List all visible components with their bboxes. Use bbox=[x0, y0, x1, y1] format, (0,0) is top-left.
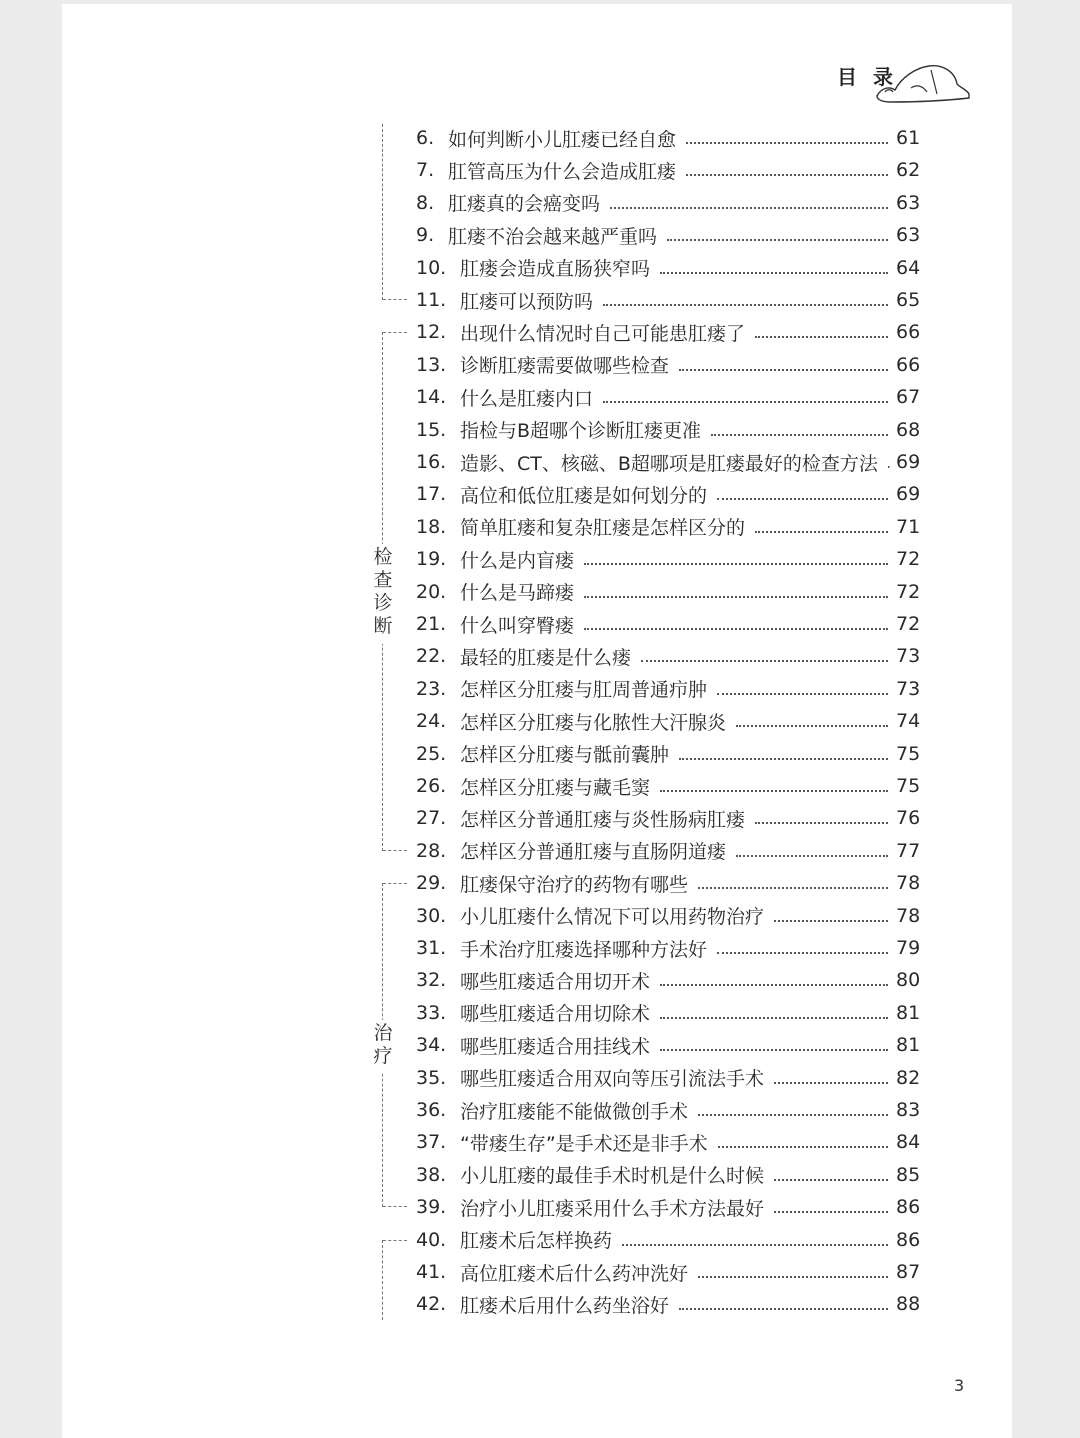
toc-entry bbox=[416, 1094, 920, 1126]
toc-leader-dots bbox=[660, 1015, 888, 1019]
toc-entry-title: 肛瘘会造成直肠狭窄吗 bbox=[460, 258, 651, 281]
toc-entry-number: 16. bbox=[416, 451, 447, 473]
toc-entry-number: 8. bbox=[416, 191, 435, 214]
toc-entry-number: 29. bbox=[416, 872, 447, 895]
toc-entry bbox=[416, 187, 920, 219]
toc-entry-title: 怎样区分肛瘘与骶前囊肿 bbox=[460, 744, 670, 767]
toc-leader-dots bbox=[622, 1242, 888, 1246]
toc-entry bbox=[416, 640, 920, 672]
toc-leader-dots bbox=[718, 1144, 888, 1148]
toc-entry-number: 34. bbox=[416, 1034, 447, 1057]
toc-entry-number: 31. bbox=[416, 937, 447, 959]
toc-entry-number: 33. bbox=[416, 1001, 447, 1024]
toc-entry-title: 治疗小儿肛瘘采用什么手术方法最好 bbox=[460, 1197, 765, 1220]
toc-entry bbox=[416, 1224, 920, 1256]
toc-entry-number: 42. bbox=[416, 1293, 447, 1316]
toc-entry-page: 78 bbox=[896, 904, 921, 927]
toc-entry bbox=[416, 705, 920, 737]
toc-entry bbox=[416, 802, 920, 834]
toc-entry bbox=[416, 478, 920, 510]
sleeping-figure-icon bbox=[871, 58, 971, 110]
toc-entry-title: 什么是马蹄瘘 bbox=[460, 582, 575, 605]
toc-leader-dots bbox=[774, 1177, 888, 1181]
toc-leader-dots bbox=[660, 270, 888, 274]
toc-entry-title: 肛瘘术后怎样换药 bbox=[460, 1230, 613, 1253]
toc-leader-dots bbox=[679, 367, 888, 371]
toc-leader-dots bbox=[603, 399, 888, 403]
toc-entry-number: 35. bbox=[416, 1066, 447, 1089]
section-label: 治疗 bbox=[371, 1020, 395, 1074]
toc-entry bbox=[416, 252, 920, 284]
toc-entry bbox=[416, 1191, 920, 1223]
toc-entry-title: 什么叫穿臀瘘 bbox=[460, 614, 575, 637]
section-bracket bbox=[382, 124, 407, 300]
toc-entry-title: 肛瘘术后用什么药坐浴好 bbox=[460, 1294, 670, 1317]
toc-entry-page: 79 bbox=[896, 937, 921, 959]
toc-leader-dots bbox=[717, 691, 888, 695]
toc-entry-title: 简单肛瘘和复杂肛瘘是怎样区分的 bbox=[460, 517, 746, 540]
toc-leader-dots bbox=[736, 853, 888, 857]
toc-entry-title: 高位和低位肛瘘是如何划分的 bbox=[460, 484, 708, 507]
toc-entry-number: 37. bbox=[416, 1131, 447, 1154]
toc-entry-page: 69 bbox=[896, 483, 921, 506]
toc-entry bbox=[416, 349, 920, 381]
toc-entry-page: 68 bbox=[896, 418, 921, 441]
toc-entry-page: 77 bbox=[896, 839, 921, 862]
toc-leader-dots bbox=[774, 918, 888, 922]
toc-entry-page: 75 bbox=[896, 775, 921, 797]
toc-entry-title: 肛管高压为什么会造成肛瘘 bbox=[448, 160, 677, 183]
toc-entry-title: 哪些肛瘘适合用切除术 bbox=[460, 1003, 651, 1026]
toc-entry-number: 14. bbox=[416, 386, 447, 409]
toc-leader-dots bbox=[755, 529, 888, 533]
toc-entry bbox=[416, 738, 920, 770]
toc-entry-title: 诊断肛瘘需要做哪些检查 bbox=[460, 355, 670, 378]
toc-entry-number: 7. bbox=[416, 159, 435, 182]
toc-entry-title: 肛瘘可以预防吗 bbox=[460, 290, 594, 313]
toc-entry-title: 最轻的肛瘘是什么瘘 bbox=[460, 646, 632, 669]
toc-entry-number: 10. bbox=[416, 256, 447, 279]
toc-entry-page: 62 bbox=[896, 159, 921, 182]
toc-entry-number: 22. bbox=[416, 645, 447, 668]
toc-entry-number: 24. bbox=[416, 710, 447, 733]
toc-leader-dots bbox=[698, 885, 888, 889]
toc-entry-page: 71 bbox=[896, 515, 921, 538]
toc-entry-page: 61 bbox=[896, 127, 921, 149]
toc-entry bbox=[416, 122, 920, 154]
toc-entry-number: 28. bbox=[416, 839, 447, 862]
toc-entry-page: 80 bbox=[896, 969, 921, 992]
toc-entry-title: 小儿肛瘘的最佳手术时机是什么时候 bbox=[460, 1165, 765, 1188]
toc-entry bbox=[416, 997, 920, 1029]
toc-entry-number: 20. bbox=[416, 580, 447, 603]
toc-entry-number: 36. bbox=[416, 1099, 447, 1121]
toc-entry-title: 手术治疗肛瘘选择哪种方法好 bbox=[460, 938, 708, 961]
toc-entry-title: 如何判断小儿肛瘘已经自愈 bbox=[448, 128, 677, 151]
toc-entry-number: 12. bbox=[416, 321, 447, 344]
toc-entry-page: 74 bbox=[896, 710, 921, 733]
toc-leader-dots bbox=[667, 237, 888, 241]
toc-entry-number: 9. bbox=[416, 224, 435, 247]
toc-leader-dots bbox=[679, 1306, 888, 1310]
toc-entry-title: 哪些肛瘘适合用双向等压引流法手术 bbox=[460, 1068, 765, 1091]
toc-entry-title: 指检与B超哪个诊断肛瘘更准 bbox=[460, 420, 702, 443]
toc-entry bbox=[416, 867, 920, 899]
toc-entry-title: 怎样区分肛瘘与藏毛窦 bbox=[460, 776, 651, 799]
toc-entry bbox=[416, 381, 920, 413]
toc-entry-number: 25. bbox=[416, 742, 447, 765]
toc-entry-page: 64 bbox=[896, 256, 921, 279]
toc-entry bbox=[416, 1288, 920, 1320]
page-number: 3 bbox=[954, 1376, 965, 1395]
toc-entry-page: 63 bbox=[896, 191, 921, 214]
toc-entry-number: 6. bbox=[416, 127, 435, 149]
toc-entry bbox=[416, 576, 920, 608]
toc-leader-dots bbox=[679, 756, 888, 760]
toc-entry-title: 肛瘘不治会越来越严重吗 bbox=[448, 225, 658, 248]
toc-entry-number: 13. bbox=[416, 353, 447, 376]
toc-entry bbox=[416, 1029, 920, 1061]
toc-entry-title: 出现什么情况时自己可能患肛瘘了 bbox=[460, 322, 746, 345]
toc-entry-title: 怎样区分普通肛瘘与炎性肠病肛瘘 bbox=[460, 808, 746, 831]
page-header bbox=[837, 58, 977, 108]
toc-entry-page: 67 bbox=[896, 386, 921, 409]
toc-entry-page: 85 bbox=[896, 1163, 921, 1186]
toc-entry-page: 69 bbox=[896, 451, 921, 473]
section-bracket bbox=[382, 1240, 407, 1320]
toc-entry-page: 73 bbox=[896, 645, 921, 668]
toc-entry-number: 15. bbox=[416, 418, 447, 441]
toc-entry bbox=[416, 900, 920, 932]
toc-entry-title: 怎样区分普通肛瘘与直肠阴道瘘 bbox=[460, 841, 727, 864]
toc-entry-title: 什么是内盲瘘 bbox=[460, 549, 575, 572]
toc-entry-page: 78 bbox=[896, 872, 921, 895]
toc-leader-dots bbox=[711, 432, 888, 436]
toc-entry-number: 17. bbox=[416, 483, 447, 506]
toc-entry-page: 65 bbox=[896, 289, 921, 311]
toc-entry-title: “带瘘生存”是手术还是非手术 bbox=[460, 1132, 708, 1155]
toc-entry-title: 哪些肛瘘适合用挂线术 bbox=[460, 1035, 651, 1058]
toc-leader-dots bbox=[774, 1080, 888, 1084]
toc-leader-dots bbox=[660, 1047, 888, 1051]
toc-leader-dots bbox=[603, 302, 888, 306]
toc-entry-number: 39. bbox=[416, 1196, 447, 1219]
toc-leader-dots bbox=[717, 950, 888, 954]
toc-entry-page: 72 bbox=[896, 548, 921, 571]
toc-entry-page: 84 bbox=[896, 1131, 921, 1154]
toc-entry bbox=[416, 770, 920, 802]
toc-entry-number: 26. bbox=[416, 775, 447, 797]
toc-leader-dots bbox=[736, 723, 888, 727]
toc-entry-title: 造影、CT、核磁、B超哪项是肛瘘最好的检查方法 bbox=[460, 452, 878, 475]
toc-entry-title: 哪些肛瘘适合用切开术 bbox=[460, 970, 651, 993]
toc-entry bbox=[416, 1159, 920, 1191]
toc-entry bbox=[416, 284, 920, 316]
toc-leader-dots bbox=[686, 140, 888, 144]
toc-entry-number: 32. bbox=[416, 969, 447, 992]
toc-entry bbox=[416, 673, 920, 705]
page-title: 目录 bbox=[837, 65, 909, 89]
toc-entry-page: 81 bbox=[896, 1001, 921, 1024]
toc-entry-page: 63 bbox=[896, 224, 921, 247]
toc-entry-page: 75 bbox=[896, 742, 921, 765]
toc-entry-number: 11. bbox=[416, 289, 447, 311]
toc-entry bbox=[416, 446, 920, 478]
toc-entry bbox=[416, 1126, 920, 1158]
toc-entry-number: 21. bbox=[416, 613, 447, 635]
toc-entry bbox=[416, 1256, 920, 1288]
toc-entry-number: 40. bbox=[416, 1228, 447, 1251]
toc-entry-page: 86 bbox=[896, 1196, 921, 1219]
toc-leader-dots bbox=[755, 820, 888, 824]
toc-entry bbox=[416, 1062, 920, 1094]
toc-leader-dots bbox=[698, 1274, 888, 1278]
toc-entry-number: 38. bbox=[416, 1163, 447, 1186]
toc-entry-title: 什么是肛瘘内口 bbox=[460, 387, 594, 410]
toc-leader-dots bbox=[584, 561, 888, 565]
toc-leader-dots bbox=[755, 334, 888, 338]
toc-leader-dots bbox=[584, 626, 888, 630]
toc-entry-title: 怎样区分肛瘘与肛周普通疖肿 bbox=[460, 679, 708, 702]
toc-leader-dots bbox=[774, 1209, 888, 1213]
toc-entry bbox=[416, 608, 920, 640]
toc-leader-dots bbox=[698, 1112, 888, 1116]
toc-entry bbox=[416, 154, 920, 186]
toc-entry-title: 治疗肛瘘能不能做微创手术 bbox=[460, 1100, 689, 1123]
toc-entry bbox=[416, 414, 920, 446]
toc-entry-page: 76 bbox=[896, 807, 921, 830]
toc-leader-dots bbox=[610, 205, 888, 209]
section-label: 检查诊断 bbox=[371, 544, 395, 644]
toc-leader-dots bbox=[660, 982, 888, 986]
toc-leader-dots bbox=[660, 788, 888, 792]
toc-entry-number: 19. bbox=[416, 548, 447, 571]
toc-entry-number: 30. bbox=[416, 904, 447, 927]
toc-entry-number: 18. bbox=[416, 515, 447, 538]
toc-entry-page: 73 bbox=[896, 677, 921, 700]
toc-entry-title: 肛瘘保守治疗的药物有哪些 bbox=[460, 873, 689, 896]
toc-entry bbox=[416, 932, 920, 964]
toc-entry-number: 41. bbox=[416, 1261, 447, 1283]
toc-entry-title: 肛瘘真的会癌变吗 bbox=[448, 193, 601, 216]
toc-entry-title: 小儿肛瘘什么情况下可以用药物治疗 bbox=[460, 906, 765, 929]
toc-entry-number: 27. bbox=[416, 807, 447, 830]
toc-leader-dots bbox=[641, 658, 888, 662]
toc-entry bbox=[416, 316, 920, 348]
toc-leader-dots bbox=[717, 496, 888, 500]
toc-entry-number: 23. bbox=[416, 677, 447, 700]
toc-entry-page: 72 bbox=[896, 613, 921, 635]
toc-entry bbox=[416, 543, 920, 575]
toc-entry bbox=[416, 835, 920, 867]
toc-entry bbox=[416, 219, 920, 251]
toc-entry-page: 83 bbox=[896, 1099, 921, 1121]
toc-entry-page: 88 bbox=[896, 1293, 921, 1316]
toc-leader-dots bbox=[584, 594, 888, 598]
toc-entry-page: 72 bbox=[896, 580, 921, 603]
toc-entry-title: 怎样区分肛瘘与化脓性大汗腺炎 bbox=[460, 711, 727, 734]
toc-entry-page: 86 bbox=[896, 1228, 921, 1251]
toc-entry-page: 66 bbox=[896, 353, 921, 376]
toc-entry-title: 高位肛瘘术后什么药冲洗好 bbox=[460, 1262, 689, 1285]
toc-entry bbox=[416, 511, 920, 543]
toc-entry-page: 87 bbox=[896, 1261, 921, 1283]
toc-entry-page: 81 bbox=[896, 1034, 921, 1057]
toc-leader-dots bbox=[686, 172, 888, 176]
toc-entry bbox=[416, 964, 920, 996]
toc-entry-page: 82 bbox=[896, 1066, 921, 1089]
toc-entry-page: 66 bbox=[896, 321, 921, 344]
